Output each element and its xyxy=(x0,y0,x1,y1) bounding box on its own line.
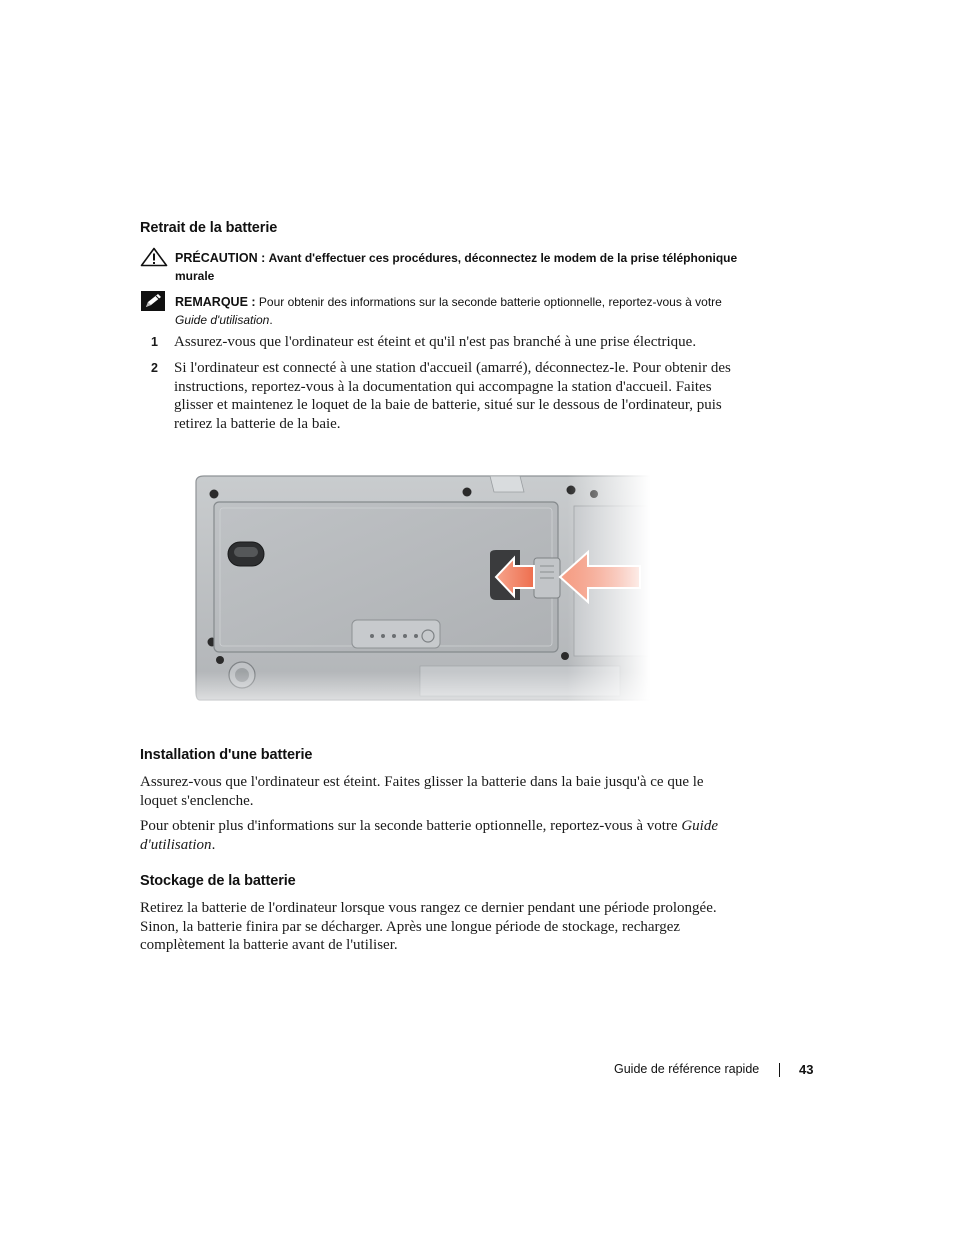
guide-italic: Guide xyxy=(681,818,718,834)
step-line: instructions, reportez-vous à la documentation qui accompagne la station d'accueil. Faites xyxy=(174,378,712,395)
battery-illustration xyxy=(190,470,650,722)
footer-separator xyxy=(779,1063,780,1077)
note-text: Pour obtenir des informations sur la seconde batterie optionnelle, reportez-vous à votre xyxy=(258,295,722,309)
step-line: Si l'ordinateur est connecté à une station d'accueil (amarré), déconnectez-le. Pour obtenir des xyxy=(174,360,731,376)
step-line: glisser et maintenez le loquet de la baie de batterie, situé sur le dessous de l'ordinateur, puis xyxy=(174,397,722,414)
paragraph-line: Retirez la batterie de l'ordinateur lorsque vous rangez ce dernier pendant une période prolongée. xyxy=(140,900,717,916)
paragraph-line: loquet s'enclenche. xyxy=(140,792,254,809)
caution-label: PRÉCAUTION : xyxy=(175,251,266,265)
note-label: REMARQUE : xyxy=(175,295,256,309)
paragraph-line: Assurez-vous que l'ordinateur est éteint. Faites glisser la batterie dans la baie jusqu'à ce que le xyxy=(140,774,704,790)
pencil-note-icon xyxy=(141,291,165,311)
install-paragraph-2 xyxy=(140,817,760,854)
paragraph-line: complètement la batterie avant de l'utiliser. xyxy=(140,937,398,954)
step-line: retirez la batterie de la baie. xyxy=(174,415,341,432)
footer-title: Guide de référence rapide xyxy=(614,1062,760,1076)
step-text xyxy=(174,333,774,352)
section-title-store-battery: Stockage de la batterie xyxy=(140,873,296,889)
paragraph-end: . xyxy=(211,836,216,853)
paragraph-line: Pour obtenir plus d'informations sur la seconde batterie optionnelle, reportez-vous à votre xyxy=(140,818,678,834)
store-paragraph xyxy=(140,899,760,955)
guide-italic-2: d'utilisation xyxy=(140,836,212,853)
note-notice xyxy=(175,293,775,329)
note-italic: Guide d'utilisation xyxy=(175,313,270,327)
warning-triangle-icon xyxy=(140,247,168,267)
step-number: 2 xyxy=(151,361,158,375)
step-text xyxy=(174,359,774,433)
page-number: 43 xyxy=(799,1062,814,1077)
caution-text-line2: murale xyxy=(175,269,215,283)
caution-notice xyxy=(175,249,775,285)
note-end: . xyxy=(269,313,273,327)
step-number: 1 xyxy=(151,335,158,349)
caution-text: Avant d'effectuer ces procédures, déconnectez le modem de la prise téléphonique xyxy=(268,251,738,265)
step-line: Assurez-vous que l'ordinateur est éteint et qu'il n'est pas branché à une prise électrique. xyxy=(174,334,697,350)
paragraph-line: Sinon, la batterie finira par se décharger. Après une longue période de stockage, rechargez xyxy=(140,918,681,935)
section-title-remove-battery: Retrait de la batterie xyxy=(140,220,278,236)
section-title-install-battery: Installation d'une batterie xyxy=(140,747,313,763)
install-paragraph-1 xyxy=(140,773,760,810)
